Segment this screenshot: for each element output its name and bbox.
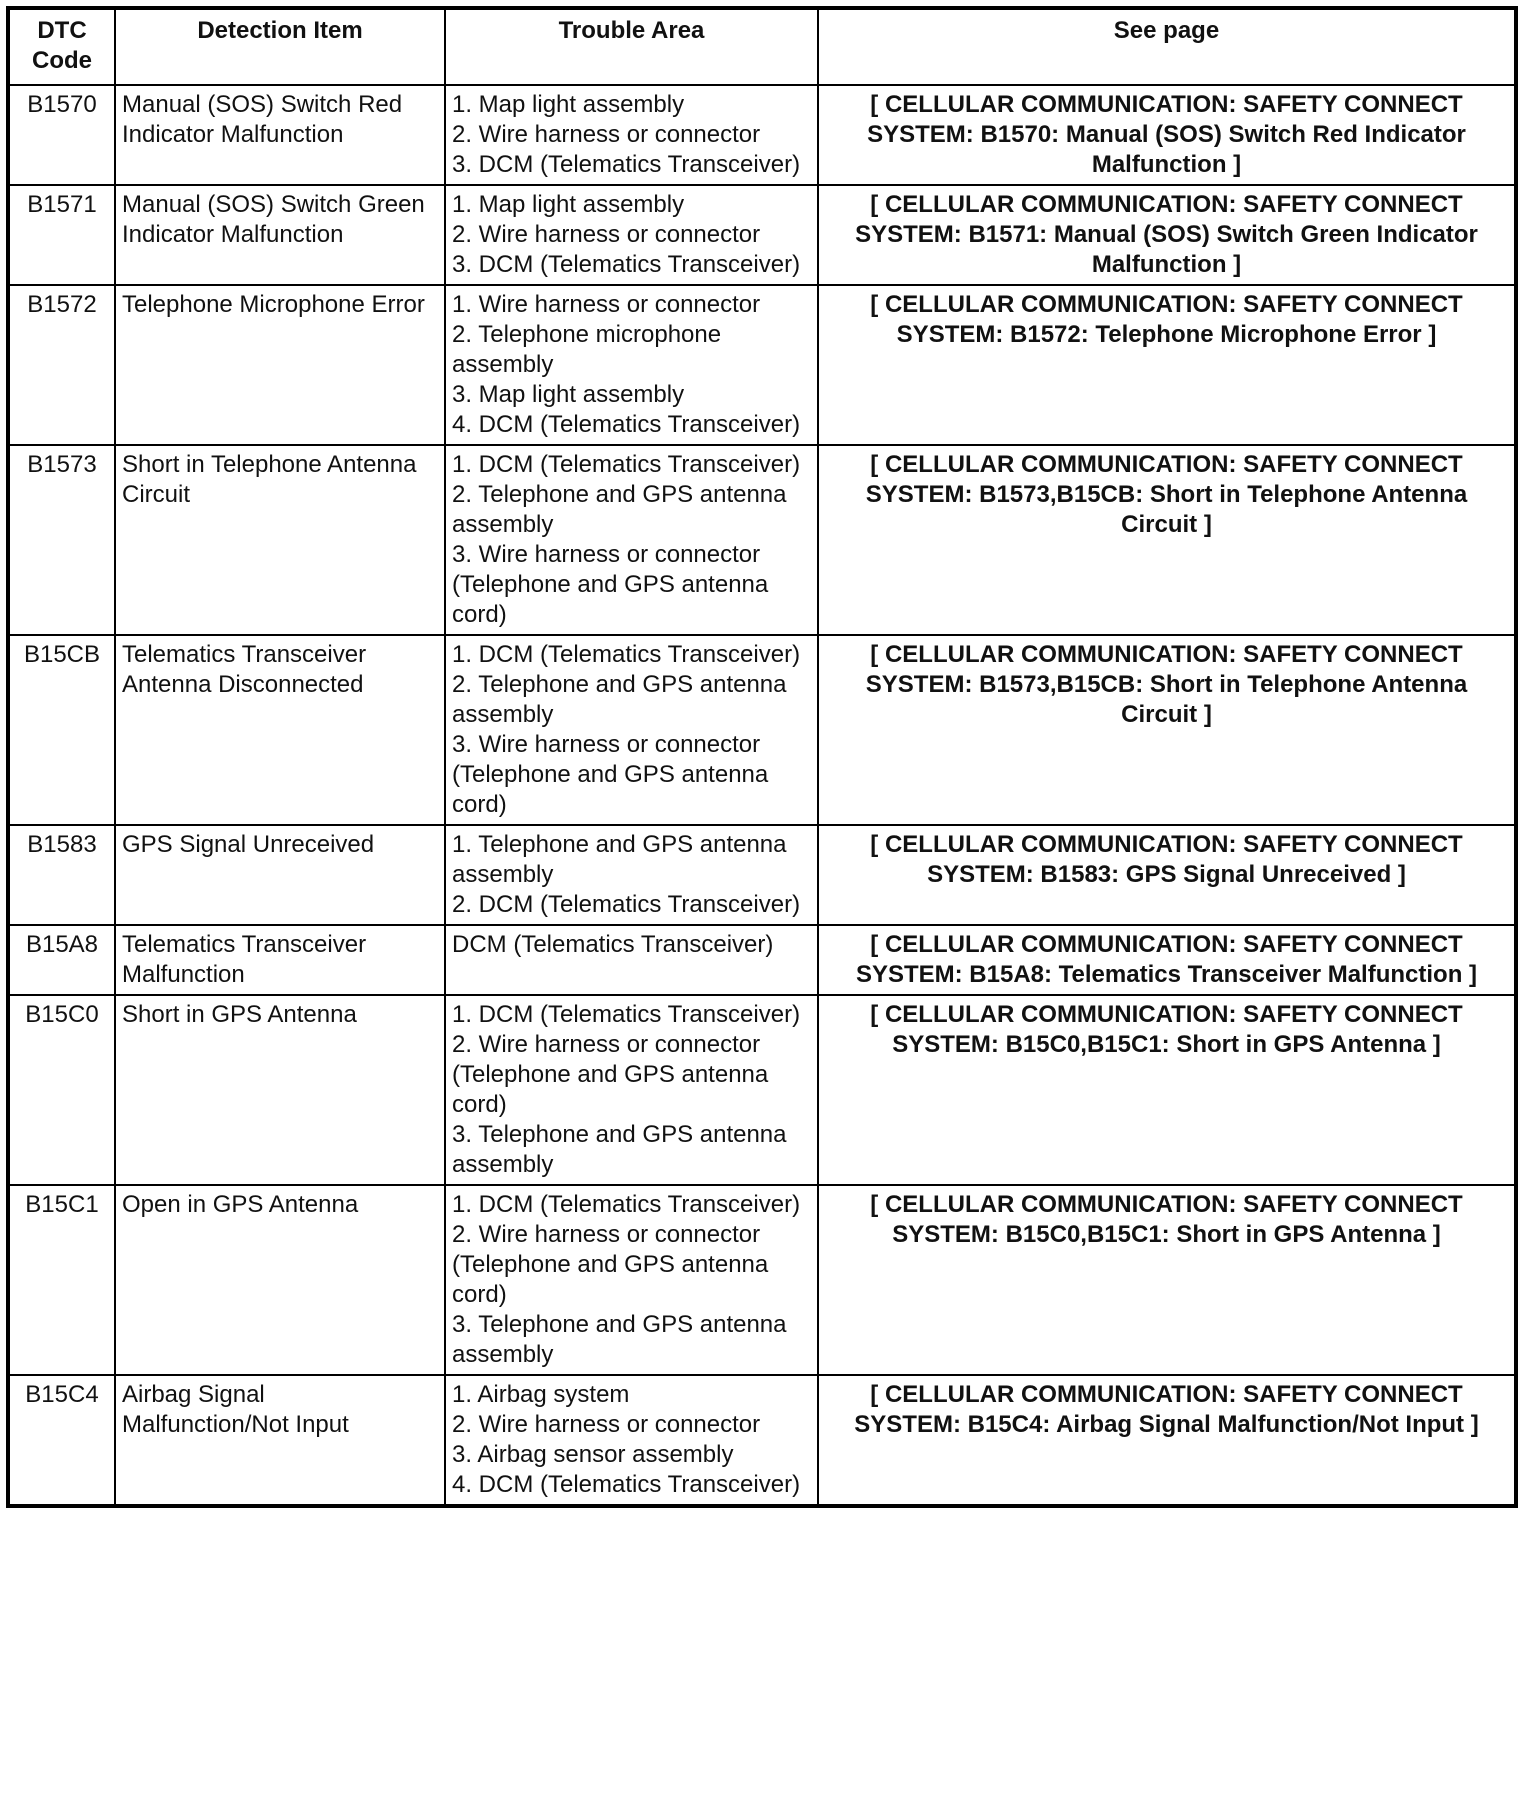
trouble-area-cell xyxy=(445,85,818,185)
detection-item-cell: GPS Signal Unreceived xyxy=(115,825,445,925)
see-page-link[interactable]: [ CELLULAR COMMUNICATION: SAFETY CONNECT SYSTEM: B15A8: Telematics Transceiver Malfunction ] xyxy=(818,925,1516,995)
table-row xyxy=(8,445,1516,635)
trouble-area-cell xyxy=(445,995,818,1185)
trouble-area-item: 3. Wire harness or connector (Telephone and GPS antenna cord) xyxy=(452,541,769,628)
trouble-area-item: 3. Telephone and GPS antenna assembly xyxy=(452,1311,787,1368)
trouble-area-item: 1. DCM (Telematics Transceiver) xyxy=(452,451,801,478)
table-row xyxy=(8,1375,1516,1506)
trouble-area-cell xyxy=(445,925,818,995)
trouble-area-item: 1. Airbag system xyxy=(452,1381,630,1408)
trouble-area-cell xyxy=(445,1185,818,1375)
detection-item-cell: Manual (SOS) Switch Red Indicator Malfunction xyxy=(115,85,445,185)
trouble-area-item: 1. Map light assembly xyxy=(452,91,685,118)
trouble-area-item: 4. DCM (Telematics Transceiver) xyxy=(452,411,801,438)
detection-item-cell: Manual (SOS) Switch Green Indicator Malfunction xyxy=(115,185,445,285)
see-page-link[interactable]: [ CELLULAR COMMUNICATION: SAFETY CONNECT SYSTEM: B1583: GPS Signal Unreceived ] xyxy=(818,825,1516,925)
see-page-link[interactable]: [ CELLULAR COMMUNICATION: SAFETY CONNECT SYSTEM: B1573,B15CB: Short in Telephone Antenna Circuit ] xyxy=(818,445,1516,635)
trouble-area-item: 2. DCM (Telematics Transceiver) xyxy=(452,891,801,918)
detection-item-cell: Airbag Signal Malfunction/Not Input xyxy=(115,1375,445,1506)
header-row xyxy=(8,8,1516,85)
see-page-link[interactable]: [ CELLULAR COMMUNICATION: SAFETY CONNECT SYSTEM: B1571: Manual (SOS) Switch Green Indicator Malfunction ] xyxy=(818,185,1516,285)
trouble-area-item: 1. Wire harness or connector xyxy=(452,291,761,318)
trouble-area-item: 2. Wire harness or connector (Telephone and GPS antenna cord) xyxy=(452,1221,769,1308)
table-row xyxy=(8,85,1516,185)
detection-item-cell: Short in GPS Antenna xyxy=(115,995,445,1185)
dtc-table xyxy=(6,6,1518,1508)
trouble-area-item: 2. Telephone and GPS antenna assembly xyxy=(452,671,787,728)
trouble-area-item: 2. Wire harness or connector (Telephone and GPS antenna cord) xyxy=(452,1031,769,1118)
trouble-area-item: 3. DCM (Telematics Transceiver) xyxy=(452,251,801,278)
trouble-area-item: 3. DCM (Telematics Transceiver) xyxy=(452,151,801,178)
dtc-code-cell: B1573 xyxy=(8,445,115,635)
detection-item-cell: Short in Telephone Antenna Circuit xyxy=(115,445,445,635)
dtc-code-cell: B1571 xyxy=(8,185,115,285)
table-row xyxy=(8,825,1516,925)
trouble-area-item: 2. Telephone microphone assembly xyxy=(452,321,722,378)
header-dtc-code xyxy=(8,8,115,85)
detection-item-cell: Open in GPS Antenna xyxy=(115,1185,445,1375)
detection-item-cell: Telematics Transceiver Malfunction xyxy=(115,925,445,995)
see-page-link[interactable]: [ CELLULAR COMMUNICATION: SAFETY CONNECT SYSTEM: B1573,B15CB: Short in Telephone Antenna Circuit ] xyxy=(818,635,1516,825)
trouble-area-item: 1. Telephone and GPS antenna assembly xyxy=(452,831,787,888)
see-page-link[interactable]: [ CELLULAR COMMUNICATION: SAFETY CONNECT SYSTEM: B15C0,B15C1: Short in GPS Antenna ] xyxy=(818,1185,1516,1375)
detection-item-cell: Telematics Transceiver Antenna Disconnected xyxy=(115,635,445,825)
trouble-area-item: 1. DCM (Telematics Transceiver) xyxy=(452,1001,801,1028)
detection-item-cell: Telephone Microphone Error xyxy=(115,285,445,445)
trouble-area-item: 2. Wire harness or connector xyxy=(452,1411,761,1438)
see-page-link[interactable]: [ CELLULAR COMMUNICATION: SAFETY CONNECT SYSTEM: B15C4: Airbag Signal Malfunction/Not Input ] xyxy=(818,1375,1516,1506)
trouble-area-cell xyxy=(445,185,818,285)
dtc-code-cell: B15CB xyxy=(8,635,115,825)
trouble-area-item: 1. DCM (Telematics Transceiver) xyxy=(452,641,801,668)
table-row xyxy=(8,635,1516,825)
trouble-area-item: 1. DCM (Telematics Transceiver) xyxy=(452,1191,801,1218)
header-dtc-code-line1: DTC xyxy=(37,17,87,44)
trouble-area-item: 3. Telephone and GPS antenna assembly xyxy=(452,1121,787,1178)
trouble-area-cell xyxy=(445,445,818,635)
table-row xyxy=(8,1185,1516,1375)
trouble-area-item: 3. Map light assembly xyxy=(452,381,685,408)
dtc-code-cell: B15C0 xyxy=(8,995,115,1185)
table-row xyxy=(8,995,1516,1185)
table-row xyxy=(8,285,1516,445)
dtc-code-cell: B15A8 xyxy=(8,925,115,995)
header-trouble-area: Trouble Area xyxy=(445,8,818,85)
table-row xyxy=(8,185,1516,285)
dtc-code-cell: B1572 xyxy=(8,285,115,445)
header-detection-item: Detection Item xyxy=(115,8,445,85)
see-page-link[interactable]: [ CELLULAR COMMUNICATION: SAFETY CONNECT SYSTEM: B15C0,B15C1: Short in GPS Antenna ] xyxy=(818,995,1516,1185)
see-page-link[interactable]: [ CELLULAR COMMUNICATION: SAFETY CONNECT SYSTEM: B1572: Telephone Microphone Error ] xyxy=(818,285,1516,445)
trouble-area-item: DCM (Telematics Transceiver) xyxy=(452,931,774,958)
trouble-area-item: 3. Wire harness or connector (Telephone and GPS antenna cord) xyxy=(452,731,769,818)
table-body xyxy=(8,85,1516,1506)
trouble-area-item: 1. Map light assembly xyxy=(452,191,685,218)
trouble-area-item: 3. Airbag sensor assembly xyxy=(452,1441,734,1468)
dtc-code-cell: B1570 xyxy=(8,85,115,185)
trouble-area-cell xyxy=(445,635,818,825)
dtc-code-cell: B15C1 xyxy=(8,1185,115,1375)
trouble-area-cell xyxy=(445,1375,818,1506)
trouble-area-cell xyxy=(445,825,818,925)
dtc-code-cell: B1583 xyxy=(8,825,115,925)
trouble-area-item: 2. Telephone and GPS antenna assembly xyxy=(452,481,787,538)
trouble-area-item: 2. Wire harness or connector xyxy=(452,221,761,248)
trouble-area-item: 2. Wire harness or connector xyxy=(452,121,761,148)
trouble-area-item: 4. DCM (Telematics Transceiver) xyxy=(452,1471,801,1498)
header-dtc-code-line2: Code xyxy=(32,47,92,74)
header-see-page: See page xyxy=(818,8,1516,85)
table-row xyxy=(8,925,1516,995)
dtc-code-cell: B15C4 xyxy=(8,1375,115,1506)
trouble-area-cell xyxy=(445,285,818,445)
see-page-link[interactable]: [ CELLULAR COMMUNICATION: SAFETY CONNECT SYSTEM: B1570: Manual (SOS) Switch Red Indicator Malfunction ] xyxy=(818,85,1516,185)
